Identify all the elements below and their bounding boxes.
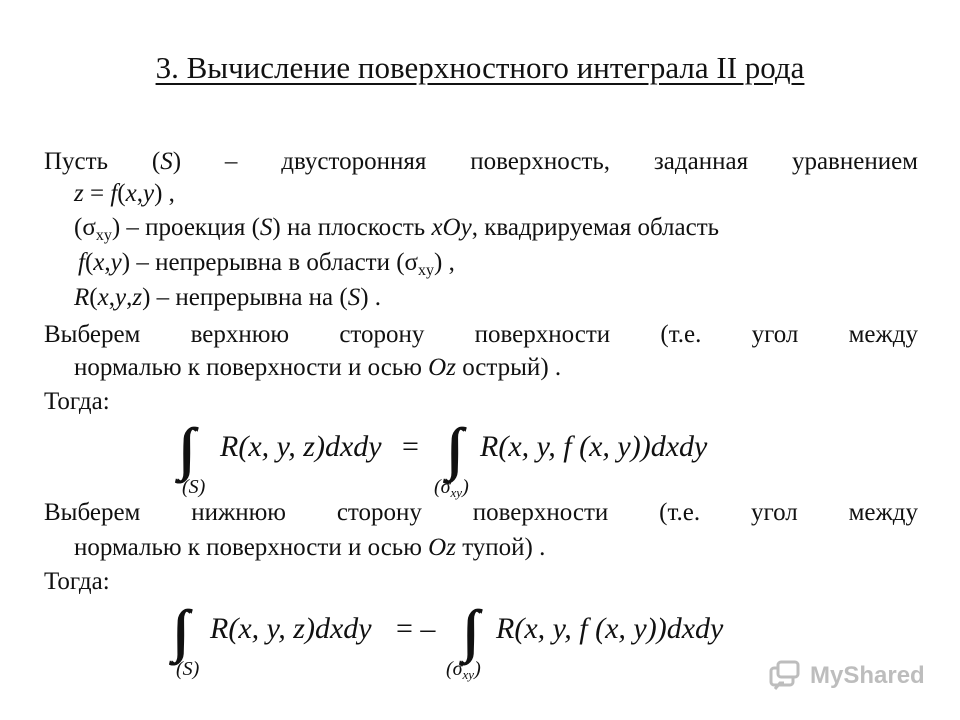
text-then-1: Тогда: (44, 388, 110, 415)
formula-lower (170, 594, 790, 682)
text-line-lower-side: Выберем нижнюю сторону поверхности (т.е. угол между (44, 499, 918, 526)
text-line-lower-angle: нормалью к поверхности и осью Oz тупой) . (74, 534, 546, 561)
formula-limit-right: $(\sigma_{xy})$ (446, 658, 481, 682)
formula-integrand-left: R(x, y, z)dxdy (220, 430, 382, 463)
formula-integrand-left: R(x, y, z)dxdy (210, 612, 372, 645)
text-line-surface-equation: z = f(x,y) , (74, 180, 175, 207)
formula-upper (176, 412, 776, 500)
text-line-surface-def: Пусть (S) – двусторонняя поверхность, заданная уравнением (44, 148, 918, 175)
formula-equals: = (402, 430, 419, 463)
text-line-projection: $(\sigma_{xy})$ – проекция (S) на плоскость xOy, квадрируемая область (74, 214, 720, 244)
myshared-logo-icon (768, 659, 802, 693)
formula-limit-left: (S) (176, 658, 200, 680)
formula-limit-left: (S) (182, 476, 206, 498)
double-integral-sign: ∫∫ (462, 598, 466, 663)
formula-integrand-right: R(x, y, f (x, y))dxdy (480, 430, 708, 463)
double-integral-sign: ∫∫ (178, 416, 182, 481)
text-line-r-continuity: R(x,y,z) – непрерывна на (S) . (74, 284, 382, 311)
double-integral-sign: ∫∫ (172, 598, 176, 663)
formula-limit-right: $(\sigma_{xy})$ (434, 476, 469, 500)
text-line-f-continuity: f(x,y) – непрерывна в области $(\sigma_{xy})$ , (78, 249, 455, 279)
slide-title: 3. Вычисление поверхностного интеграла II рода (155, 50, 805, 85)
watermark (768, 656, 925, 696)
text-then-2: Тогда: (44, 568, 110, 595)
formula-integrand-right: R(x, y, f (x, y))dxdy (496, 612, 724, 645)
double-integral-sign: ∫∫ (446, 416, 450, 481)
text-line-upper-angle: нормалью к поверхности и осью Oz острый) . (74, 354, 562, 381)
watermark-text: MyShared (810, 662, 925, 689)
formula-equals-minus: = – (396, 612, 436, 645)
text-line-upper-side: Выберем верхнюю сторону поверхности (т.е. угол между (44, 321, 918, 348)
